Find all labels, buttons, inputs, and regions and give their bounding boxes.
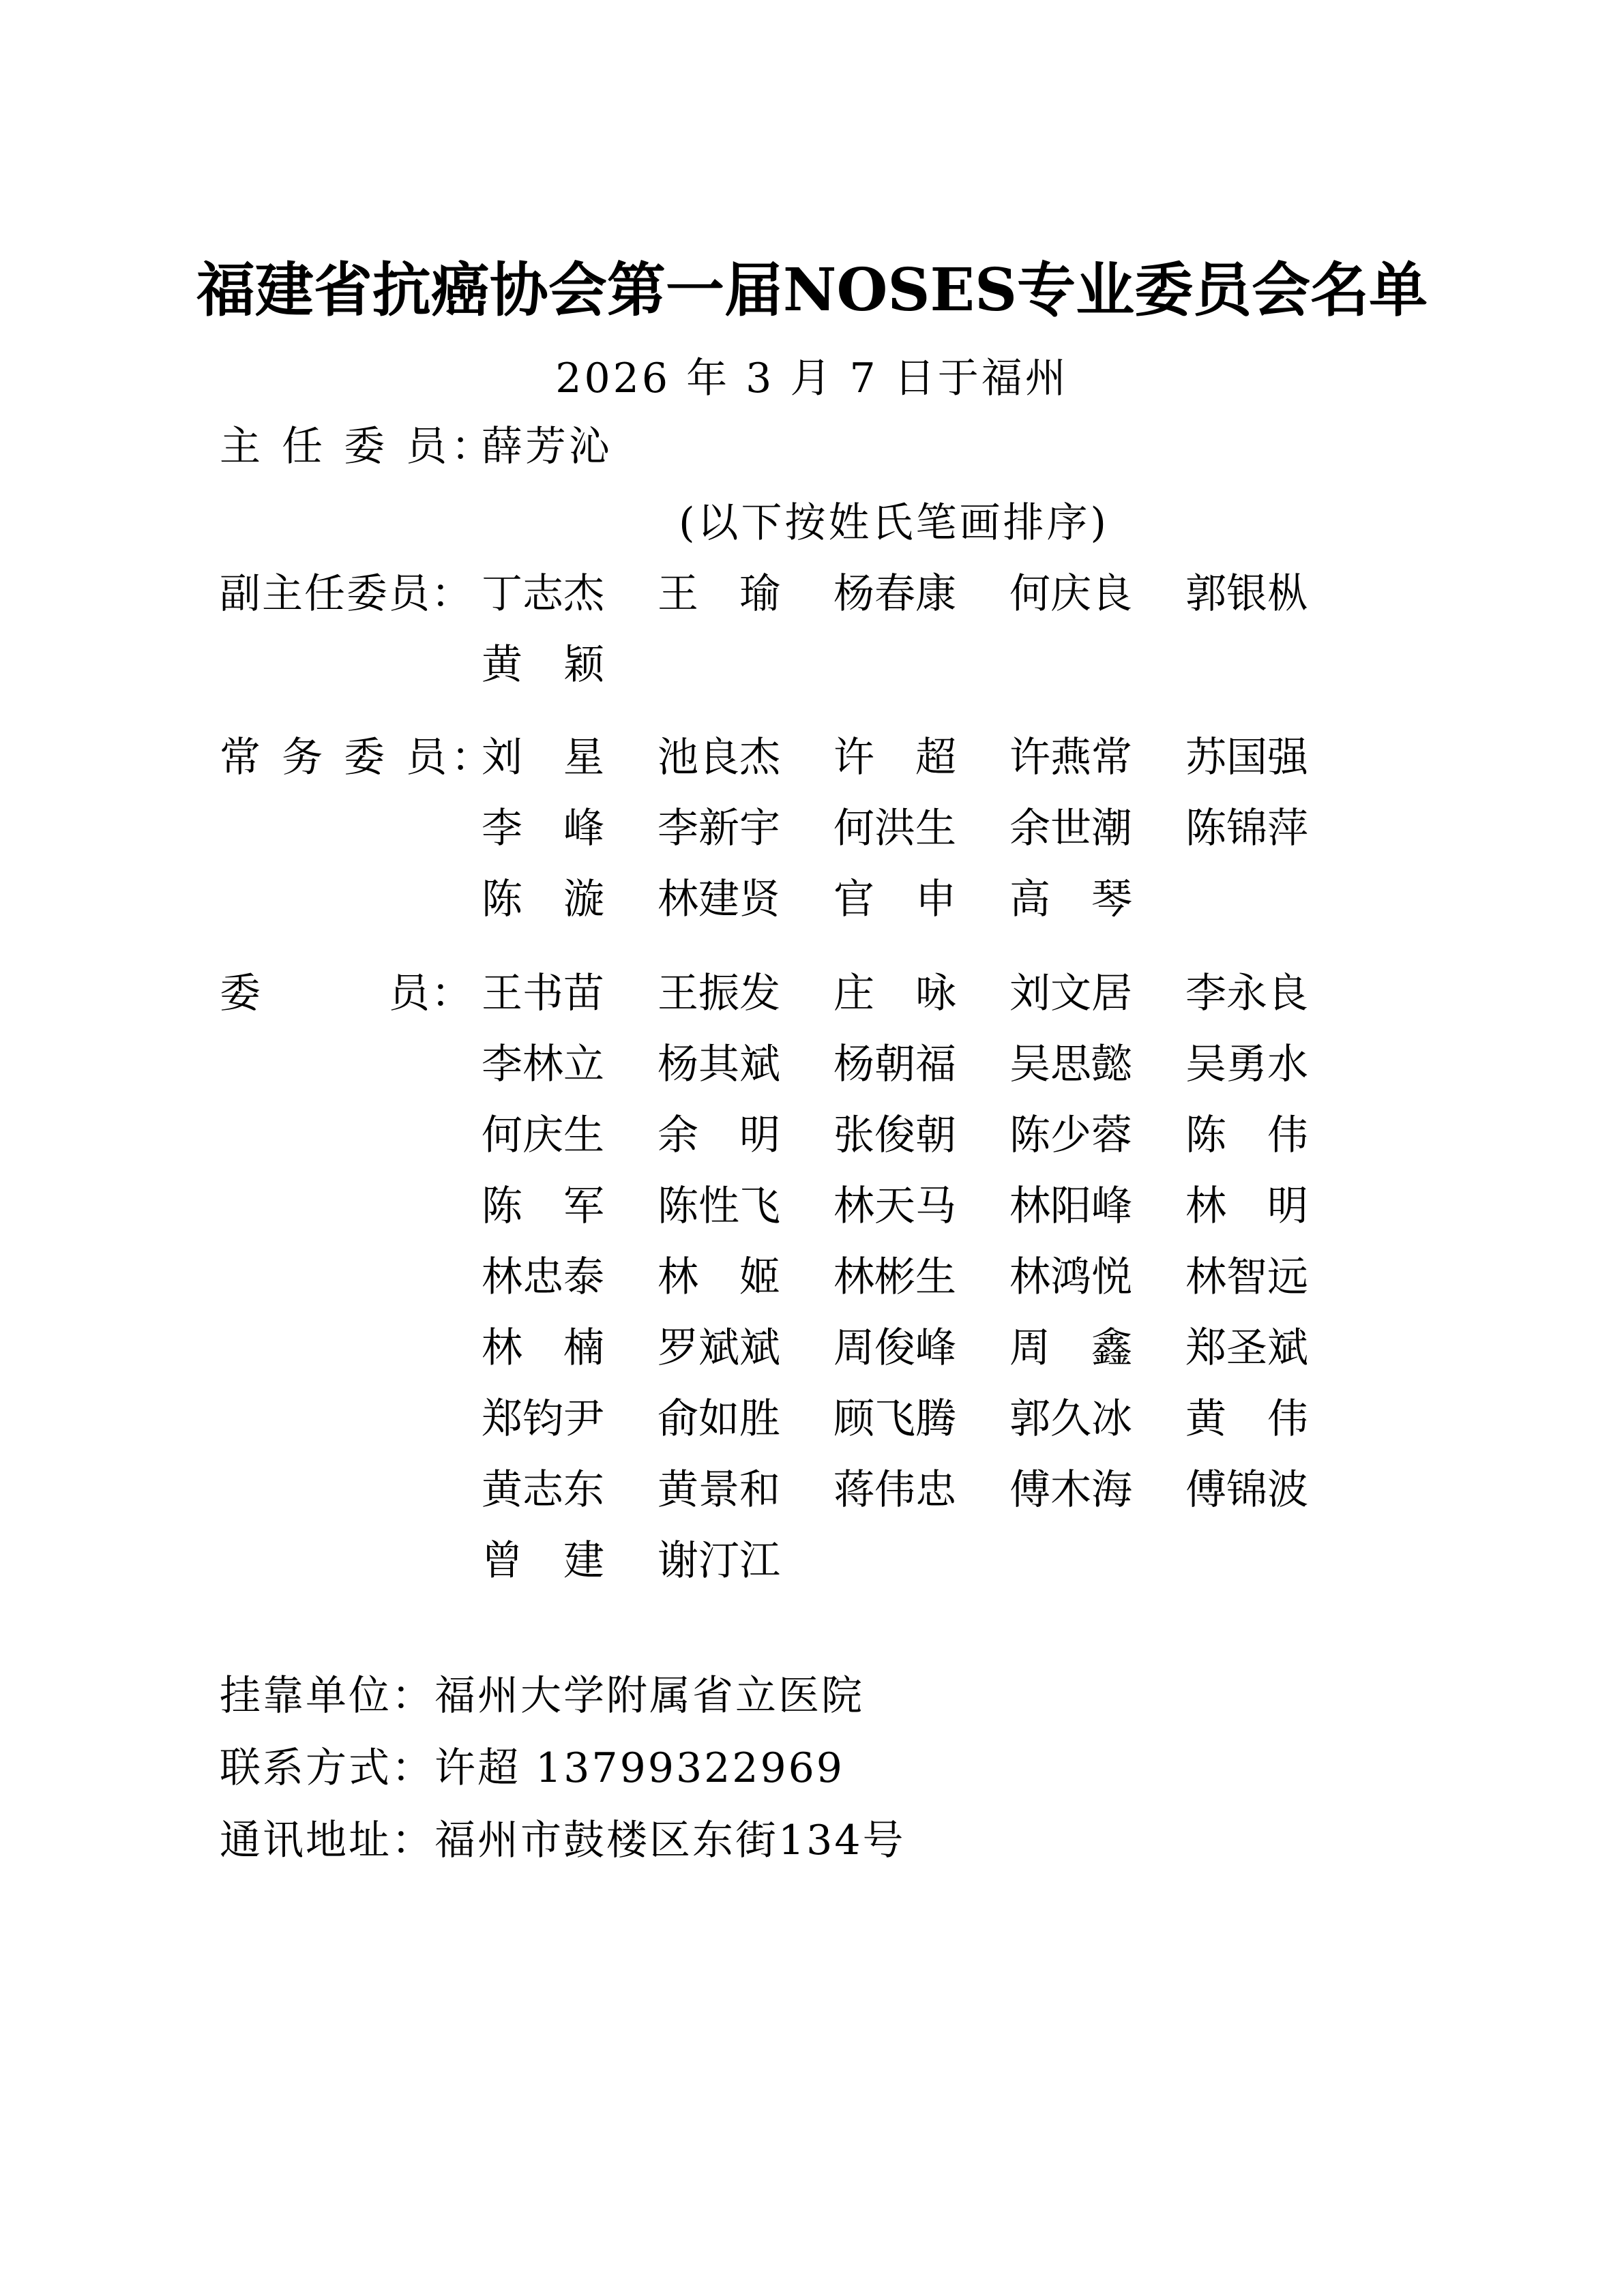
member-name: 林忠泰 [482,1253,604,1301]
member-name: 陈少蓉 [1009,1112,1132,1159]
member-name: 谢汀江 [658,1537,780,1585]
address-row [220,1810,906,1871]
member-name: 傅木海 [1009,1466,1132,1514]
affiliation-label: 挂靠单位： [220,1672,434,1720]
member-name: 林 姬 [658,1253,780,1301]
vice-chairs-label: 副主任委员： [220,570,473,618]
members-list [482,958,1361,1596]
member-name: 杨其斌 [658,1041,780,1088]
member-name: 郭银枞 [1185,570,1308,618]
member-name: 刘文居 [1009,970,1132,1017]
member-name: 林阳峰 [1009,1182,1132,1230]
member-name: 林智远 [1185,1253,1308,1301]
members-label: 委 员： [220,970,473,1017]
member-name: 李永良 [1185,970,1308,1017]
member-name: 庄 咏 [833,970,956,1017]
contact-value: 许超 13799322969 [434,1744,844,1792]
member-name: 何庆良 [1009,570,1132,618]
member-name: 李林立 [482,1041,604,1088]
member-name: 林 楠 [482,1324,604,1372]
member-name: 顾飞腾 [833,1395,956,1443]
member-name: 周俊峰 [833,1324,956,1372]
member-name: 余世潮 [1009,805,1132,852]
member-name: 王 瑜 [658,570,780,618]
member-name: 吴思懿 [1009,1041,1132,1088]
member-name: 林鸿悦 [1009,1253,1132,1301]
member-name: 黄 伟 [1185,1395,1308,1443]
member-name: 陈锦萍 [1185,805,1308,852]
member-name: 林彬生 [833,1253,956,1301]
member-name: 郑圣斌 [1185,1324,1308,1372]
member-name: 许 超 [833,734,956,781]
member-name: 林建贤 [658,876,780,923]
member-name: 苏国强 [1185,734,1308,781]
chair-label: 主 任 委 员： [220,423,497,471]
address-value: 福州市鼓楼区东街134号 [434,1817,906,1864]
affiliation-value: 福州大学附属省立医院 [434,1672,864,1720]
member-name: 陈 伟 [1185,1112,1308,1159]
affiliation-row [220,1665,864,1727]
member-name: 许燕常 [1009,734,1132,781]
member-name: 张俊朝 [833,1112,956,1159]
member-name: 李新宇 [658,805,780,852]
member-name: 林天马 [833,1182,956,1230]
chair-name: 薛芳沁 [482,423,612,471]
member-name: 蒋伟忠 [833,1466,956,1514]
chair-row [220,416,612,477]
member-name: 丁志杰 [482,570,604,618]
member-name: 黄 颖 [482,641,604,689]
member-name: 吴勇水 [1185,1041,1308,1088]
standing-members-list [482,722,1361,935]
address-label: 通讯地址： [220,1817,434,1864]
member-name: 黄景和 [658,1466,780,1514]
member-name: 俞如胜 [658,1395,780,1443]
member-name: 陈性飞 [658,1182,780,1230]
member-name: 刘 星 [482,734,604,781]
member-name: 傅锦波 [1185,1466,1308,1514]
member-name: 陈 军 [482,1182,604,1230]
member-name: 池良杰 [658,734,780,781]
member-name: 王振发 [658,970,780,1017]
member-name: 高 琴 [1009,876,1132,923]
page-title: 福建省抗癌协会第一届NOSES专业委员会名单 [196,256,1428,325]
standing-members-label: 常 务 委 员： [220,734,497,781]
member-name: 余 明 [658,1112,780,1159]
sort-note: (以下按姓氏笔画排序) [679,499,1109,547]
contact-label: 联系方式： [220,1744,434,1792]
member-name: 杨朝福 [833,1041,956,1088]
contact-row [220,1738,844,1799]
member-name: 李 峰 [482,805,604,852]
member-name: 郭久冰 [1009,1395,1132,1443]
member-name: 杨春康 [833,570,956,618]
vice-chairs-list [482,558,1361,700]
member-name: 何庆生 [482,1112,604,1159]
member-name: 陈 漩 [482,876,604,923]
member-name: 曾 建 [482,1537,604,1585]
member-name: 王书苗 [482,970,604,1017]
member-name: 周 鑫 [1009,1324,1132,1372]
member-name: 林 明 [1185,1182,1308,1230]
member-name: 官 申 [833,876,956,923]
member-name: 罗斌斌 [658,1324,780,1372]
member-name: 何洪生 [833,805,956,852]
member-name: 郑钧尹 [482,1395,604,1443]
document-date: 2026 年 3 月 7 日于福州 [555,355,1069,402]
member-name: 黄志东 [482,1466,604,1514]
